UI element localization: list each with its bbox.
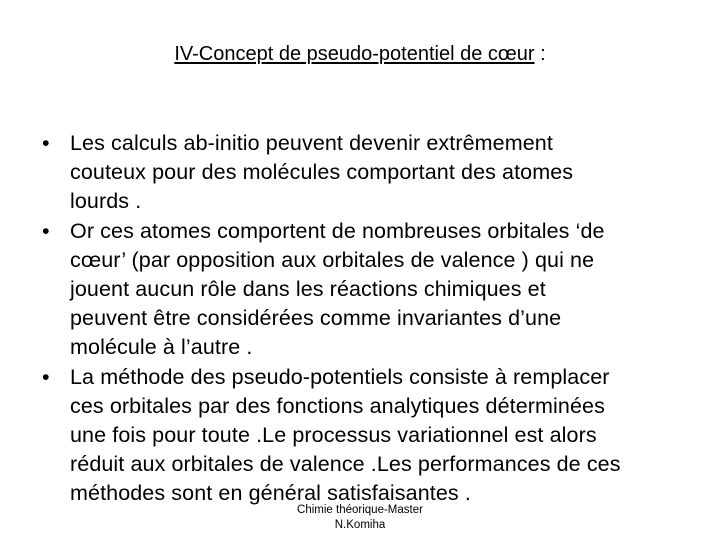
bullet-line: Les calculs ab-initio peuvent devenir extrêmement <box>70 131 553 155</box>
bullet-line: La méthode des pseudo-potentiels consiste à remplacer <box>70 364 610 389</box>
bullet-line: réduit aux orbitales de valence .Les performances de ces <box>70 452 621 477</box>
bullet-line: une fois pour toute .Le processus variationnel est alors <box>70 423 597 448</box>
slide-title-suffix: : <box>534 43 546 65</box>
bullet-marker: • <box>42 131 50 155</box>
bullet-line: méthodes sont en général satisfaisantes . <box>70 481 471 506</box>
bullet-marker: • <box>42 218 50 243</box>
footer-author: N.Komiha <box>334 519 386 531</box>
bullet-line: lourds . <box>70 189 142 214</box>
slide-title <box>0 42 720 66</box>
footer-course: Chimie théorique-Master <box>297 504 423 516</box>
bullet-line: Or ces atomes comportent de nombreuses orbitales ‘de <box>70 218 605 243</box>
bullet-item <box>40 129 700 217</box>
slide-footer <box>230 503 490 533</box>
bullet-list <box>40 129 700 509</box>
bullet-line: cœur’ (par opposition aux orbitales de valence ) qui ne <box>70 247 595 272</box>
bullet-line: ces orbitales par des fonctions analytiques déterminées <box>70 393 605 418</box>
bullet-line: peuvent être considérées comme invariantes d’une <box>70 306 562 331</box>
bullet-line: jouent aucun rôle dans les réactions chimiques et <box>70 277 546 302</box>
bullet-marker: • <box>42 364 50 389</box>
bullet-line: couteux pour des molécules comportant des atomes <box>70 160 574 185</box>
bullet-item <box>40 217 700 363</box>
bullet-item <box>40 363 700 509</box>
bullet-line: molécule à l’autre . <box>70 335 253 360</box>
slide-title-main: IV-Concept de pseudo-potentiel de cœur <box>174 43 535 65</box>
